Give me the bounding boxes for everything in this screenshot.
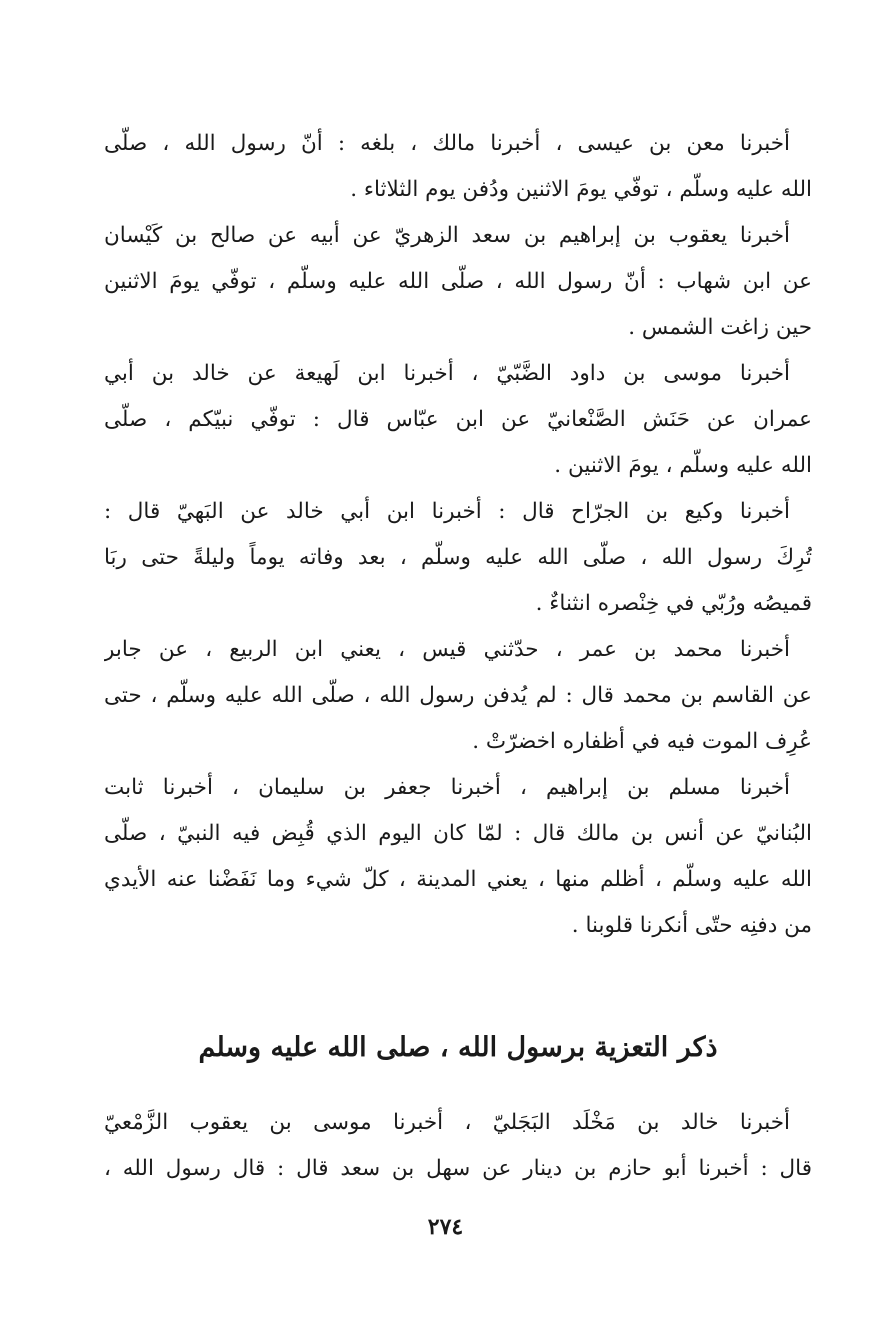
body-text — [104, 121, 812, 949]
text-line: الله عليه وسلّم ، يومَ الاثنين . — [554, 453, 812, 478]
text-line: قميصُه ورُبّي في خِنْصره انثناءٌ . — [535, 591, 812, 616]
text-line: أخبرنا مسلم بن إبراهيم ، أخبرنا جعفر بن سليمان ، أخبرنا ثابت — [104, 775, 790, 800]
text-line: عمران عن حَنَش الصَّنْعانيّ عن ابن عبّاس قال : توفّي نبيّكم ، صلّى — [104, 407, 812, 432]
text-line: الله عليه وسلّم ، أظلم منها ، يعني المدينة ، كلّ شيء وما نَفَضْنا عنه الأيدي — [104, 867, 812, 892]
text-line: تُرِكَ رسول الله ، صلّى الله عليه وسلّم ، بعد وفاته يوماً وليلةً حتى ربَا — [104, 545, 812, 570]
text-line: حين زاغت الشمس . — [628, 315, 812, 340]
text-line: أخبرنا محمد بن عمر ، حدّثني قيس ، يعني ابن الربيع ، عن جابر — [104, 637, 790, 662]
text-line: أخبرنا معن بن عيسى ، أخبرنا مالك ، بلغه : أنّ رسول الله ، صلّى — [104, 131, 790, 156]
section-heading: ذكر التعزية برسول الله ، صلى الله عليه وسلم — [198, 1032, 718, 1063]
text-line: قال : أخبرنا أبو حازم بن دينار عن سهل بن سعد قال : قال رسول الله ، — [104, 1156, 812, 1181]
page-number: ٢٧٤ — [427, 1214, 464, 1240]
text-line: أخبرنا خالد بن مَخْلَد البَجَليّ ، أخبرنا موسى بن يعقوب الزَّمْعيّ — [104, 1110, 790, 1135]
text-line: الله عليه وسلّم ، توفّي يومَ الاثنين ودُفن يوم الثلاثاء . — [350, 177, 812, 202]
text-line: أخبرنا موسى بن داود الضَّبّيّ ، أخبرنا ابن لَهيعة عن خالد بن أبي — [104, 361, 790, 386]
text-line: من دفنِه حتّى أنكرنا قلوبنا . — [571, 913, 812, 938]
text-line: البُنانيّ عن أنس بن مالك قال : لمّا كان اليوم الذي قُبِض فيه النبيّ ، صلّى — [104, 821, 812, 846]
text-line: عن ابن شهاب : أنّ رسول الله ، صلّى الله عليه وسلّم ، توفّي يومَ الاثنين — [104, 269, 812, 294]
section-text — [104, 1100, 812, 1192]
text-line: أخبرنا وكيع بن الجرّاح قال : أخبرنا ابن أبي خالد عن البَهيّ قال : — [104, 499, 790, 524]
text-line: عن القاسم بن محمد قال : لم يُدفن رسول الله ، صلّى الله عليه وسلّم ، حتى — [104, 683, 812, 708]
text-line: أخبرنا يعقوب بن إبراهيم بن سعد الزهريّ عن أبيه عن صالح بن كَيْسان — [104, 223, 790, 248]
text-line: عُرِف الموت فيه في أظفاره اخضرّتْ . — [472, 729, 812, 754]
